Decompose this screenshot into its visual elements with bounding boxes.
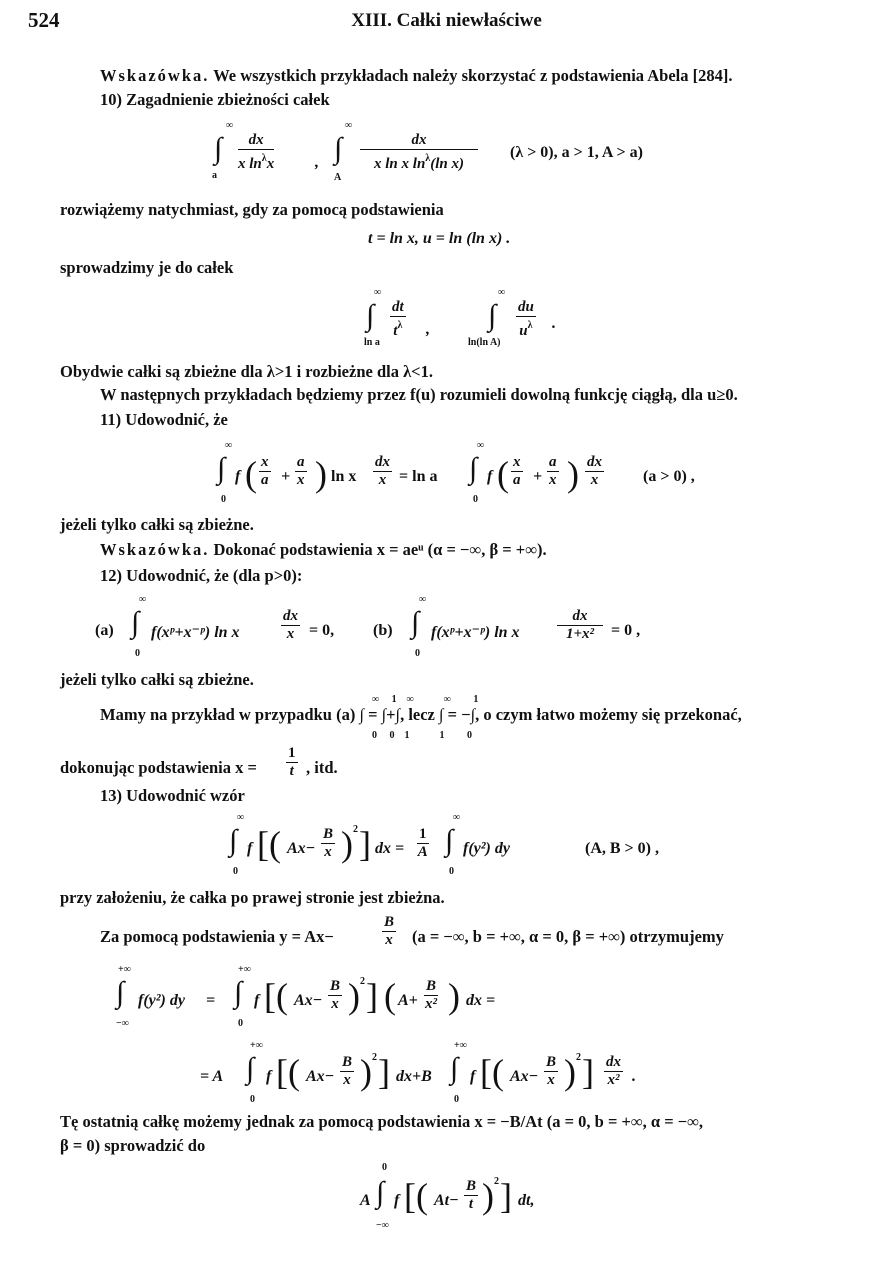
text-line-13: dokonując podstawienia x = [60,758,257,777]
text-line-18: β = 0) sprowadzić do [60,1136,206,1155]
text-line-17: Tę ostatnią całkę możemy jednak za pomocą podstawienia x = −B/At (a = 0, b = +∞, α = −∞, [60,1112,704,1131]
text-line-12: Mamy na przykład w przypadku (a) ∫ = ∫+∫, lecz ∫ = −∫, o czym łatwo możemy się przekonać, [100,705,742,724]
text-line-5: Obydwie całki są zbieżne dla λ>1 i rozbieżne dla λ<1. [60,362,433,381]
page-header [0,8,893,38]
limit-sub: 0 0 1 1 0 [372,730,472,741]
formula-substitution-result-1: +∞ ∫ −∞ f(y²) dy = +∞ ∫ 0 f [( Ax− $\frac{B}{x}$ ) 2 ] ( A+ $\frac{B}{\text{x²}}$ ) dx = [116,964,496,1029]
hint-line-1: Wskazówka. We wszystkich przykładach należy skorzystać z podstawienia Abela [284]. [100,66,733,85]
text-line-16-end: (a = −∞, b = +∞, α = 0, β = +∞) otrzymujemy [412,927,724,946]
item-11-heading: 11) Udowodnić, że [100,410,228,429]
formula-item-13: ∞ ∫ 0 f [( Ax− $\frac{B}{x}$ ) 2 ] dx = $\frac{1}{A}$ ∞ ∫ 0 f(y²) dy (A, B > 0) , [229,812,659,877]
formula-final: A 0 ∫ −∞ f [( At− $\frac{B}{t}$ ) 2 ] dt, [360,1162,535,1231]
formula-substitution-result-2: = A +∞ ∫ 0 f [( Ax− $\frac{B}{x}$ ) 2 ] dx+B +∞ ∫ 0 f [( Ax− $\frac{B}{x}$ ) 2 ] $\frac{dx}{\text{x²}}$ . [200,1040,636,1105]
formula-item-11: ∞ ∫ 0 f ( $\frac{x}{a}$ + $\frac{a}{x}$ ) ln x $\frac{dx}{x}$ = ln a ∞ ∫ 0 f ( $\frac{x}{a}$ + $\frac{a}{x}$ ) $\frac{dx}{x}$ (a > 0) , [217,440,695,505]
item-13-heading: 13) Udowodnić wzór [100,786,245,805]
fraction-B-over-x: $\frac{B}{x}$ [384,914,395,948]
formula-item-12: (a) ∞ ∫ 0 f(xᵖ+x⁻ᵖ) ln x $\frac{dx}{x}$ = 0, (b) ∞ ∫ 0 f(xᵖ+x⁻ᵖ) ln x $\frac{dx}{\text{1+x²}}$ = 0 , [95,594,641,659]
hint-line-2: Wskazówka. Dokonać podstawienia x = aeᵘ (α = −∞, β = +∞). [100,540,547,559]
running-head: XIII. Całki niewłaściwe [351,10,542,31]
text-line-11: jeżeli tylko całki są zbieżne. [60,670,254,689]
text-line-13-end: , itd. [306,758,338,777]
limit-sup: ∞ 1 ∞ ∞ 1 [372,694,479,705]
formula-integrals-10: ∞ ∫ a $\frac{dx}{x \ln^\lambda x}$ , ∞ ∫ A $\frac{dx}{x \ln x \ln^\lambda(\ln x)}$ (λ > 0), a > 1, A > a) [212,120,643,183]
page-number: 524 [28,8,60,32]
text-line-6: W następnych przykładach będziemy przez f(u) rozumieli dowolną funkcję ciągłą, dla u≥0. [100,385,738,404]
text-line-15: przy założeniu, że całka po prawej stronie jest zbieżna. [60,888,445,907]
text-line-16: Za pomocą podstawienia y = Ax− [100,927,334,946]
text-line-3: rozwiążemy natychmiast, gdy za pomocą podstawienia [60,200,444,219]
fraction-1-over-t: $\frac{1}{t}$ [288,745,296,779]
text-line-4: sprowadzimy je do całek [60,258,234,277]
text-line-8: jeżeli tylko całki są zbieżne. [60,515,254,534]
item-12-heading: 12) Udowodnić, że (dla p>0): [100,566,303,585]
formula-substitution: t = ln x, u = ln (ln x) . [368,230,511,247]
item-10-heading: 10) Zagadnienie zbieżności całek [100,90,330,109]
formula-reduced-integrals: ∞ ∫ ln a $\frac{dt}{t^\lambda}$ , ∞ ∫ ln(ln A) $\frac{du}{u^\lambda}$ . [364,287,556,348]
